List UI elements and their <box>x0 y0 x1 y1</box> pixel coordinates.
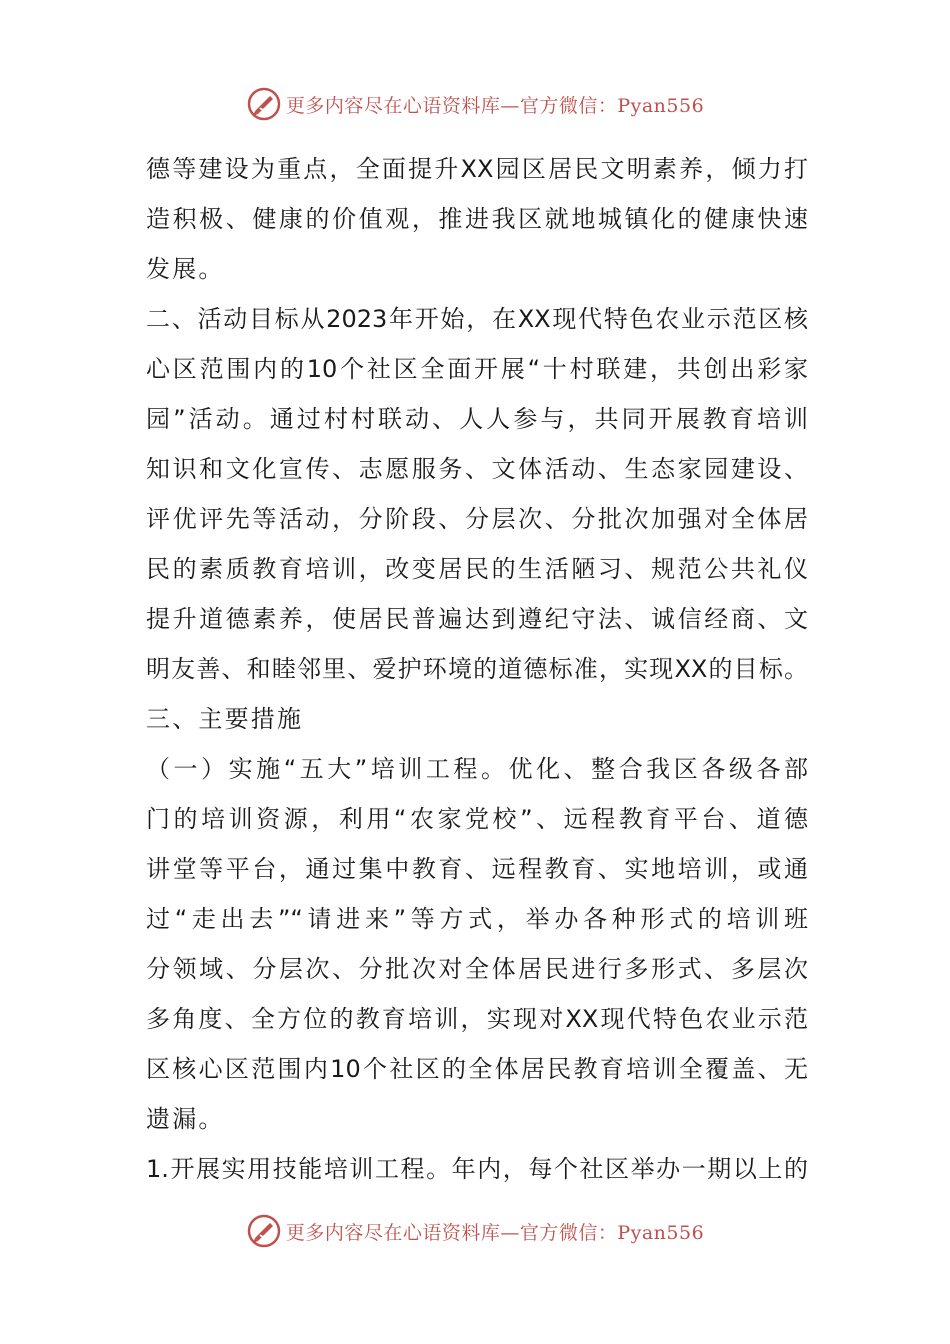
text-line: 分领域、分层次、分批次对全体居民进行多形式、多层次 <box>146 955 808 983</box>
text-line: 心区范围内的10个社区全面开展“十村联建，共创出彩家 <box>146 355 808 383</box>
text-line: 发展。 <box>146 255 225 283</box>
watermark-text: 更多内容尽在心语资料库—官方微信：Pyan556 <box>285 1221 705 1244</box>
text-line: 评优评先等活动，分阶段、分层次、分批次加强对全体居 <box>146 505 808 533</box>
section-heading-goals: 二、活动目标从2023年开始，在XX现代特色农业示范区核 <box>146 305 808 333</box>
text-line: 门的培训资源，利用“农家党校”、远程教育平台、道德 <box>146 805 808 833</box>
section-heading-measures: 三、主要措施 <box>146 705 304 733</box>
text-line: 提升道德素养，使居民普遍达到遵纪守法、诚信经商、文 <box>146 605 808 633</box>
text-line: 造积极、健康的价值观，推进我区就地城镇化的健康快速 <box>146 205 808 233</box>
document-body <box>146 144 808 1194</box>
pen-logo-icon <box>246 1213 282 1249</box>
header-watermark <box>0 84 950 124</box>
text-line: 知识和文化宣传、志愿服务、文体活动、生态家园建设、 <box>146 455 808 483</box>
watermark-text: 更多内容尽在心语资料库—官方微信：Pyan556 <box>285 94 705 117</box>
text-line: 园”活动。通过村村联动、人人参与，共同开展教育培训 <box>146 405 808 433</box>
text-line: 多角度、全方位的教育培训，实现对XX现代特色农业示范 <box>146 1005 808 1033</box>
text-line: 民的素质教育培训，改变居民的生活陋习、规范公共礼仪 <box>146 555 808 583</box>
text-line: 遗漏。 <box>146 1105 225 1133</box>
text-line: 区核心区范围内10个社区的全体居民教育培训全覆盖、无 <box>146 1055 808 1083</box>
footer-watermark <box>0 1211 950 1251</box>
numbered-item: 1.开展实用技能培训工程。年内，每个社区举办一期以上的 <box>146 1155 808 1183</box>
subsection-heading: （一）实施“五大”培训工程。优化、整合我区各级各部 <box>146 755 808 783</box>
text-line: 明友善、和睦邻里、爱护环境的道德标准，实现XX的目标。 <box>146 655 808 683</box>
text-line: 德等建设为重点，全面提升XX园区居民文明素养，倾力打 <box>146 155 808 183</box>
text-line: 讲堂等平台，通过集中教育、远程教育、实地培训，或通 <box>146 855 808 883</box>
pen-logo-icon <box>246 86 282 122</box>
text-line: 过“走出去”“请进来”等方式，举办各种形式的培训班 <box>146 905 808 933</box>
